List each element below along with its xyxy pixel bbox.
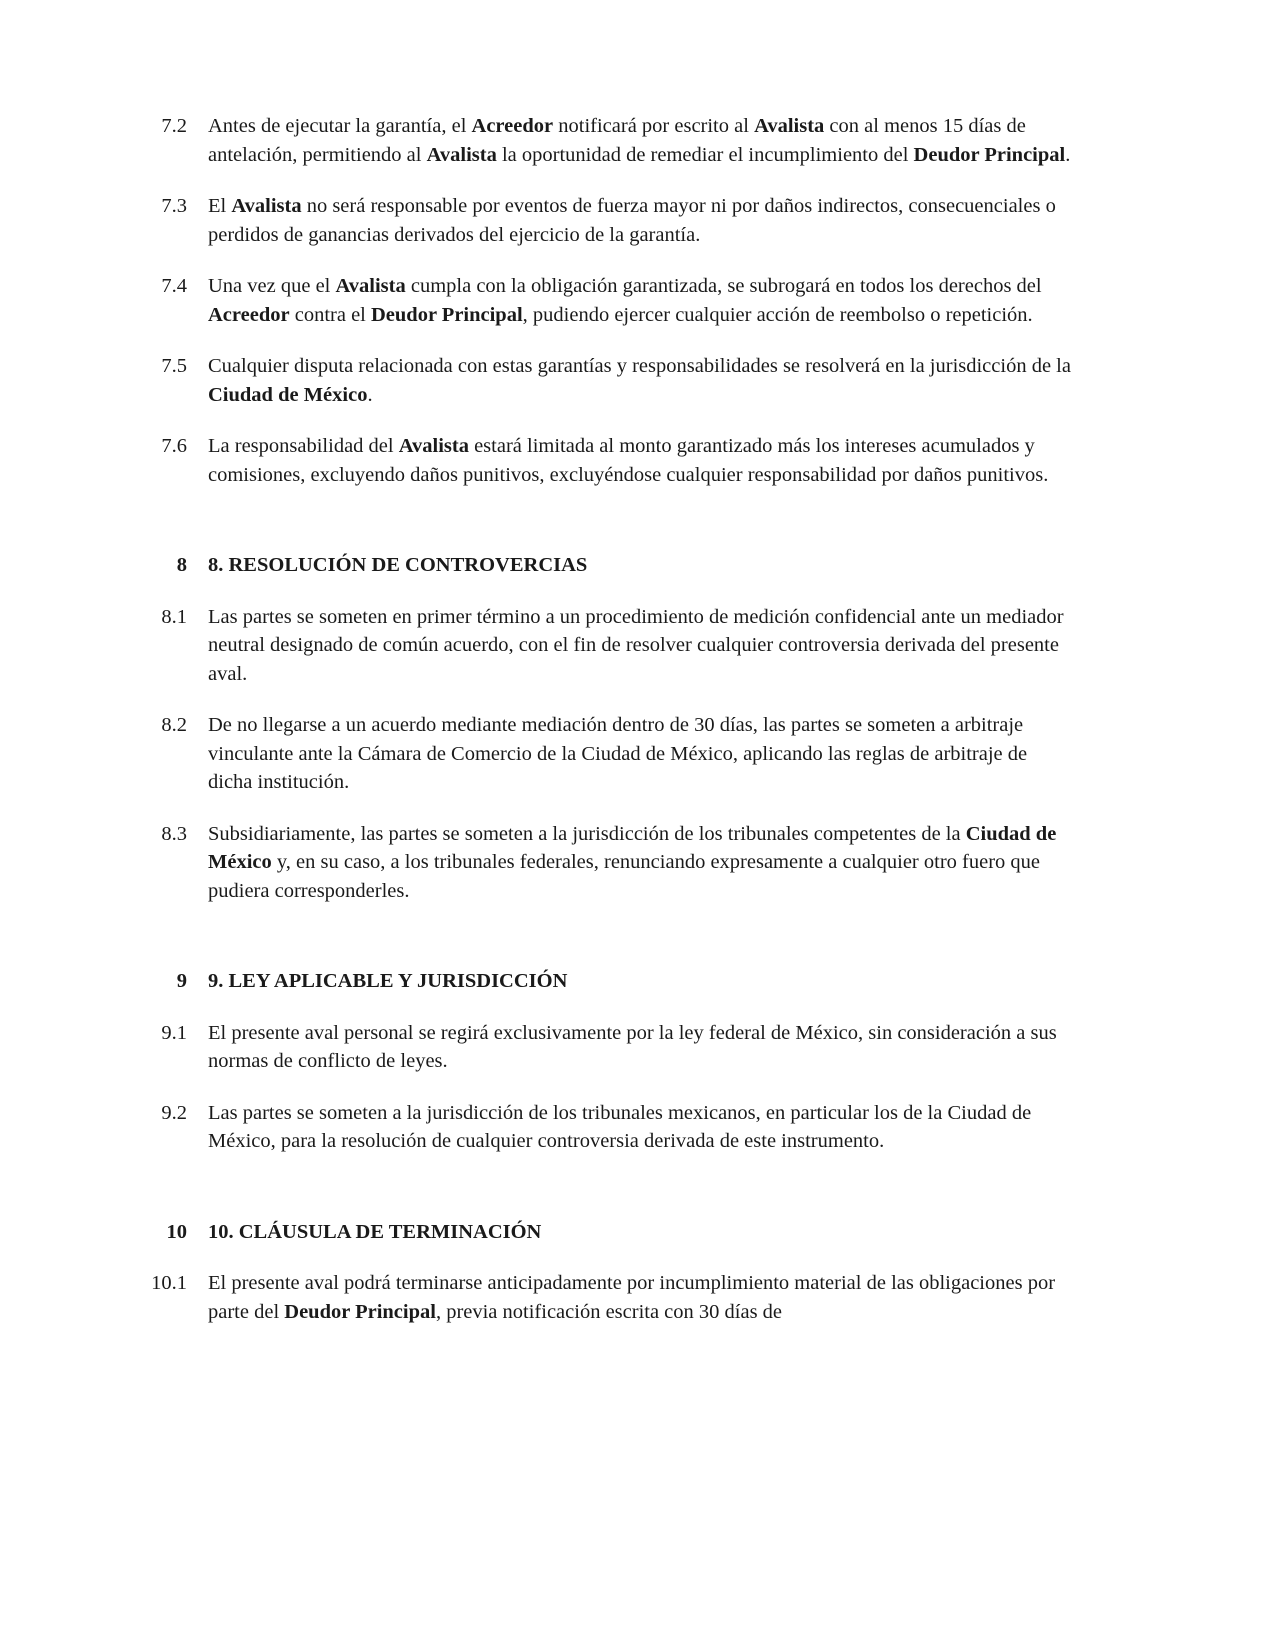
clause-text [208, 112, 1076, 169]
text-run: , previa notificación escrita con 30 días de [435, 1300, 783, 1323]
defined-term: Avalista [335, 275, 406, 297]
defined-term: Deudor Principal [370, 303, 523, 326]
text-run: estará limitada al monto garantizado más los intereses acumulados y comisiones, excluyendo daños punitivos, excluyéndose cualquier responsabilidad por daños punitivos. [208, 435, 1049, 486]
defined-term: Acreedor [471, 115, 554, 137]
clause [135, 820, 1076, 906]
defined-term: Avalista [398, 435, 469, 457]
clause-number: 7.6 [161, 435, 187, 457]
clause-text [208, 1019, 1076, 1076]
text-run: , pudiendo ejercer cualquier acción de reembolso o repetición. [522, 303, 1033, 326]
section-number: 10 [166, 1220, 187, 1243]
text-run: Las partes se someten en primer término a un procedimiento de medición confidencial ante un mediador neutral designado de común acuerdo, con el fin de resolver cualquier controversia derivada del presente aval. [208, 605, 1064, 685]
clause [135, 432, 1076, 489]
clause-number: 10.1 [151, 1272, 187, 1294]
clause-text [208, 1099, 1076, 1156]
text-run: Las partes se someten a la jurisdicción de los tribunales mexicanos, en particular los de la Ciudad de México, para la resolución de cualquier controversia derivada de este instrumento. [208, 1101, 1032, 1152]
text-run: El presente aval personal se regirá exclusivamente por la ley federal de México, sin consideración a sus normas de conflicto de leyes. [208, 1021, 1057, 1072]
text-run: cumpla con la obligación garantizada, se subrogará en todos los derechos del [405, 275, 1042, 297]
text-run: la oportunidad de remediar el incumplimiento del [496, 143, 914, 166]
clause [135, 711, 1076, 797]
defined-term: 9. LEY APLICABLE Y JURISDICCIÓN [208, 970, 568, 992]
defined-term: Acreedor [208, 303, 290, 326]
clause [135, 1019, 1076, 1076]
defined-term: Avalista [754, 115, 825, 137]
defined-term: Avalista [426, 143, 497, 166]
text-run: Antes de ejecutar la garantía, el [208, 115, 472, 137]
text-run: notificará por escrito al [553, 115, 755, 137]
text-run: . [1065, 143, 1071, 166]
section-number: 8 [176, 554, 187, 576]
clause-number: 9.1 [161, 1021, 187, 1044]
text-run: no será responsable por eventos de fuerza mayor ni por daños indirectos, consecuenciales o perdidos de ganancias derivados del ejercicio de la garantía. [208, 195, 1056, 246]
clause-text [208, 711, 1076, 797]
clause-text [208, 192, 1076, 249]
clause-number: 7.3 [161, 195, 187, 217]
defined-term: 8. RESOLUCIÓN DE CONTROVERCIAS [208, 554, 588, 576]
defined-term: 10. CLÁUSULA DE TERMINACIÓN [208, 1220, 542, 1243]
clause-number: 7.5 [161, 355, 187, 377]
clause [135, 1269, 1076, 1326]
defined-term: Ciudad de México [208, 383, 368, 406]
section-number: 9 [176, 970, 187, 992]
section-title [208, 551, 1076, 580]
text-run: El [208, 195, 232, 217]
clause [135, 112, 1076, 169]
clause-number: 8.3 [161, 822, 187, 845]
defined-term: Deudor Principal [913, 143, 1066, 166]
section-heading [135, 1218, 1076, 1247]
clause [135, 603, 1076, 689]
text-run: Cualquier disputa relacionada con estas garantías y responsabilidades se resolverá en la jurisdicción de la [208, 355, 1071, 377]
clause [135, 352, 1076, 409]
clause-text [208, 603, 1076, 689]
section-title [208, 967, 1076, 996]
clause-text [208, 352, 1076, 409]
clause-text [208, 272, 1076, 329]
text-run: Una vez que el [208, 275, 336, 297]
text-run: y, en su caso, a los tribunales federales, renunciando expresamente a cualquier otro fuero que pudiera corresponderles. [208, 851, 1040, 902]
text-run: con al menos 15 días de antelación, permitiendo al [208, 115, 1026, 166]
defined-term: Deudor Principal [284, 1300, 436, 1323]
text-run: El presente aval podrá terminarse anticipadamente por incumplimiento material de las obligaciones por parte del [208, 1272, 1056, 1323]
clause-number: 7.4 [161, 275, 187, 297]
defined-term: Avalista [231, 195, 302, 217]
clause-number: 9.2 [161, 1101, 187, 1124]
clause [135, 1099, 1076, 1156]
text-run: . [367, 383, 373, 406]
text-run: contra el [289, 303, 371, 326]
clause-number: 8.1 [161, 605, 187, 628]
text-run: De no llegarse a un acuerdo mediante mediación dentro de 30 días, las partes se someten a arbitraje vinculante ante la Cámara de Comercio de la Ciudad de México, aplicando las reglas de arbitraje de dicha institución. [208, 714, 1028, 793]
clause-text [208, 1269, 1076, 1326]
defined-term: Ciudad de México [208, 822, 1057, 873]
text-run: La responsabilidad del [208, 435, 399, 457]
clause [135, 272, 1076, 329]
document-body [135, 112, 1076, 1326]
clause-number: 7.2 [161, 115, 187, 137]
section-heading [135, 551, 1076, 580]
clause [135, 192, 1076, 249]
clause-text [208, 432, 1076, 489]
text-run: Subsidiariamente, las partes se someten a la jurisdicción de los tribunales competentes de la [208, 822, 966, 845]
clause-text [208, 820, 1076, 906]
clause-number: 8.2 [161, 714, 187, 736]
section-heading [135, 967, 1076, 996]
section-title [208, 1218, 1076, 1247]
